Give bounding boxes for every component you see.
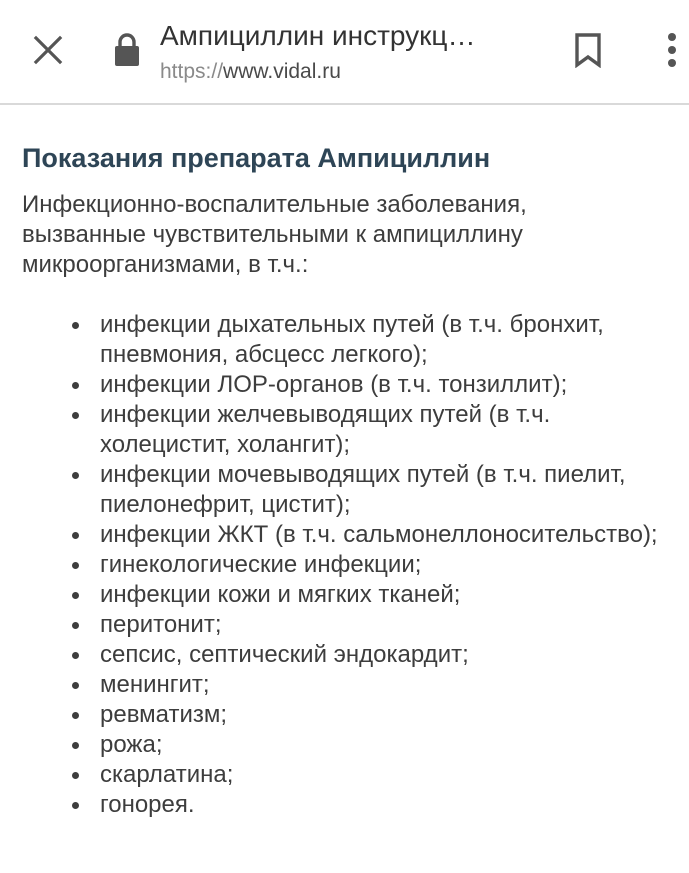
- list-item-text: инфекции желчевыводящих путей (в т.ч. холецистит, холангит);: [100, 401, 551, 458]
- bullet-icon: [72, 682, 79, 689]
- bullet-icon: [72, 712, 79, 719]
- list-item: [72, 520, 682, 550]
- list-item: [72, 610, 682, 640]
- list-item-text: инфекции мочевыводящих путей (в т.ч. пиелит, пиелонефрит, цистит);: [100, 461, 626, 518]
- list-item: [72, 670, 682, 700]
- list-item: [72, 760, 682, 790]
- list-item: [72, 700, 682, 730]
- bullet-icon: [72, 322, 79, 329]
- bullet-icon: [72, 772, 79, 779]
- bookmark-icon: [574, 32, 602, 68]
- close-icon: [33, 35, 63, 65]
- close-button[interactable]: [26, 28, 70, 72]
- list-item: [72, 370, 682, 400]
- bullet-icon: [72, 562, 79, 569]
- bullet-icon: [72, 802, 79, 809]
- bullet-icon: [72, 472, 79, 479]
- list-item: [72, 310, 682, 370]
- bullet-icon: [72, 742, 79, 749]
- bullet-icon: [72, 592, 79, 599]
- list-item: [72, 460, 682, 520]
- article-content: [22, 140, 682, 280]
- list-item-text: инфекции ЛОР-органов (в т.ч. тонзиллит);: [100, 371, 568, 398]
- bullet-icon: [72, 532, 79, 539]
- list-item-text: перитонит;: [100, 611, 222, 638]
- url-scheme: https://: [160, 60, 224, 83]
- list-item-text: менингит;: [100, 671, 210, 698]
- list-item: [72, 730, 682, 760]
- lock-icon: [112, 32, 142, 68]
- intro-text: Инфекционно-воспалительные заболевания, вызванные чувствительными к ампициллину микроорганизмами, в т.ч.:: [22, 191, 527, 278]
- list-item-text: инфекции кожи и мягких тканей;: [100, 581, 461, 608]
- page-title: Ампициллин инструкц…: [160, 20, 476, 51]
- list-item: [72, 790, 682, 820]
- overflow-menu-button[interactable]: [655, 28, 689, 72]
- list-item-text: инфекции ЖКТ (в т.ч. сальмонеллоносительство);: [100, 521, 658, 548]
- bullet-icon: [72, 652, 79, 659]
- list-item: [72, 580, 682, 610]
- list-item-text: рожа;: [100, 731, 163, 758]
- bullet-icon: [72, 412, 79, 419]
- bookmark-button[interactable]: [566, 28, 610, 72]
- list-item: [72, 550, 682, 580]
- list-item-text: инфекции дыхательных путей (в т.ч. бронхит, пневмония, абсцесс легкого);: [100, 311, 604, 368]
- browser-toolbar: [0, 0, 689, 105]
- list-item-text: скарлатина;: [100, 761, 234, 788]
- section-heading: Показания препарата Ампициллин: [22, 143, 491, 173]
- list-item: [72, 400, 682, 460]
- url-bar[interactable]: [160, 59, 341, 85]
- list-item-text: гонорея.: [100, 791, 195, 818]
- indications-list: [72, 310, 682, 820]
- more-vert-icon: [667, 32, 677, 68]
- list-item-text: сепсис, септический эндокардит;: [100, 641, 469, 668]
- bullet-icon: [72, 382, 79, 389]
- url-host: www.vidal.ru: [223, 60, 341, 83]
- list-item-text: ревматизм;: [100, 701, 228, 728]
- list-item: [72, 640, 682, 670]
- list-item-text: гинекологические инфекции;: [100, 551, 422, 578]
- bullet-icon: [72, 622, 79, 629]
